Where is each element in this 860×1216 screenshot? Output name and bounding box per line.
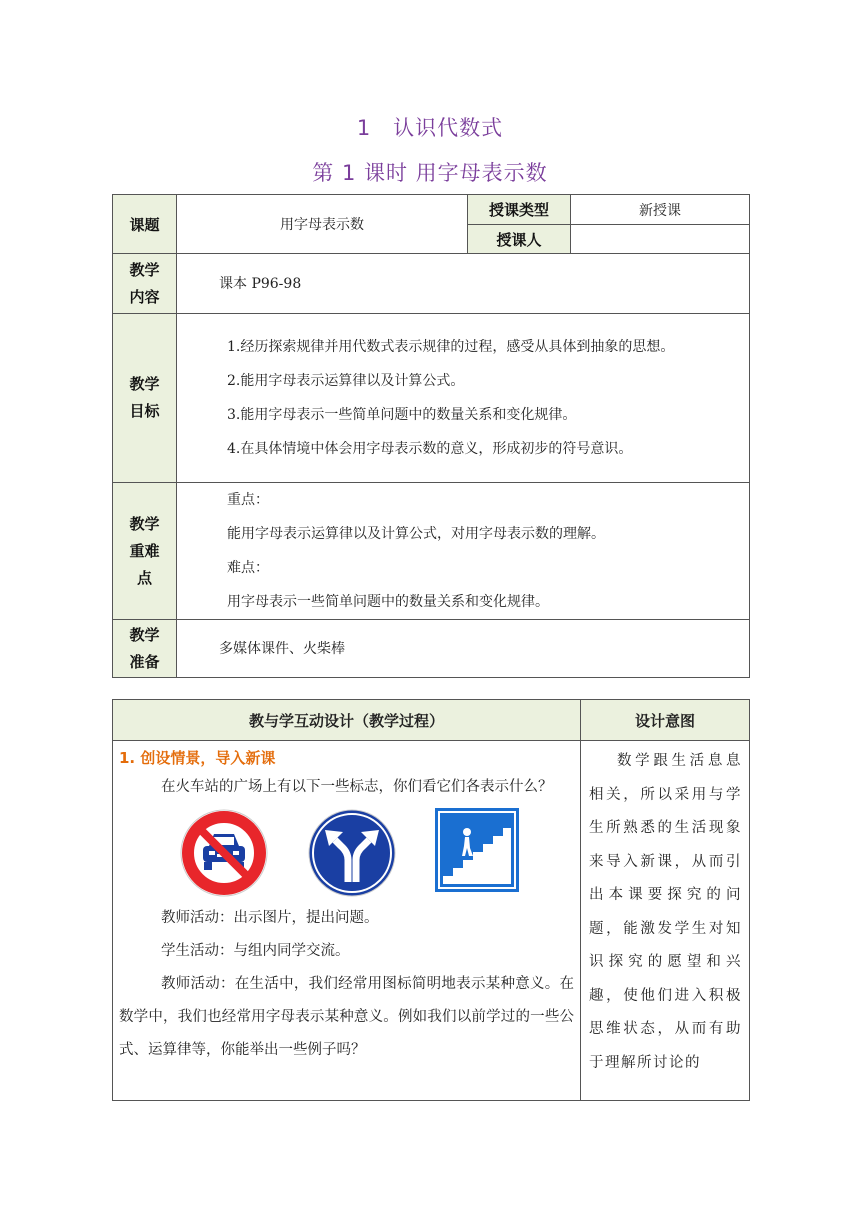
content-value: 课本 P96-98	[177, 254, 750, 314]
topic-value: 用字母表示数	[177, 195, 468, 254]
design-intent	[581, 741, 750, 1101]
prep-value: 多媒体课件、火柴棒	[177, 620, 750, 678]
intent-text: 数学跟生活息息相关，所以采用与学生所熟悉的生活现象来导入新课，从而引出本课要探究的问题，能激发学生对知识探究的愿望和兴趣，使他们进入积极思维状态，从而有助于理解所讨论的	[589, 753, 742, 1071]
goals-list	[177, 314, 750, 483]
teaching-process-table	[112, 699, 750, 1101]
teacher-label: 授课人	[468, 225, 571, 254]
paragraph: 在火车站的广场上有以下一些标志，你们看它们各表示什么？	[161, 779, 553, 795]
key-points-label: 教学 重难 点	[113, 483, 177, 620]
goals-label: 教学 目标	[113, 314, 177, 483]
fork-direction-sign-icon	[307, 808, 397, 898]
goal-item: 3.能用字母表示一些简单问题中的数量关系和变化规律。	[227, 407, 577, 423]
paragraph: 教师活动：在生活中，我们经常用图标简明地表示某种意义。在数学中，我们也经常用字母表示某种意义。例如我们以前学过的一些公式、运算律等，你能举出一些例子吗？	[119, 976, 574, 1058]
goal-item: 2.能用字母表示运算律以及计算公式。	[227, 373, 465, 389]
stairs-sign-icon	[435, 808, 519, 892]
lesson-info-table	[112, 194, 750, 678]
goal-item: 4.在具体情境中体会用字母表示数的意义，形成初步的符号意识。	[227, 441, 633, 457]
teacher-value	[571, 225, 750, 254]
key-heading: 重点：	[227, 492, 269, 508]
difficulty-heading: 难点：	[227, 560, 269, 576]
goal-item: 1.经历探索规律并用代数式表示规律的过程，感受从具体到抽象的思想。	[227, 339, 675, 355]
paragraph: 学生活动：与组内同学交流。	[161, 943, 350, 959]
type-label: 授课类型	[468, 195, 571, 225]
process-content	[113, 741, 581, 1101]
content-label: 教学 内容	[113, 254, 177, 314]
intent-header: 设计意图	[581, 700, 750, 741]
key-points	[177, 483, 750, 620]
traffic-signs	[113, 808, 580, 898]
prep-label: 教学 准备	[113, 620, 177, 678]
key-text: 能用字母表示运算律以及计算公式，对用字母表示数的理解。	[227, 526, 605, 542]
difficulty-text: 用字母表示一些简单问题中的数量关系和变化规律。	[227, 594, 549, 610]
page-title: 1 认识代数式	[356, 116, 504, 140]
paragraph: 教师活动：出示图片，提出问题。	[161, 910, 379, 926]
section-title: 1. 创设情景，导入新课	[119, 749, 276, 767]
topic-label: 课题	[113, 195, 177, 254]
no-cars-sign-icon	[179, 808, 269, 898]
lesson-subtitle: 第 1 课时 用字母表示数	[312, 161, 548, 185]
process-header: 教与学互动设计（教学过程）	[113, 700, 581, 741]
type-value: 新授课	[571, 195, 750, 225]
